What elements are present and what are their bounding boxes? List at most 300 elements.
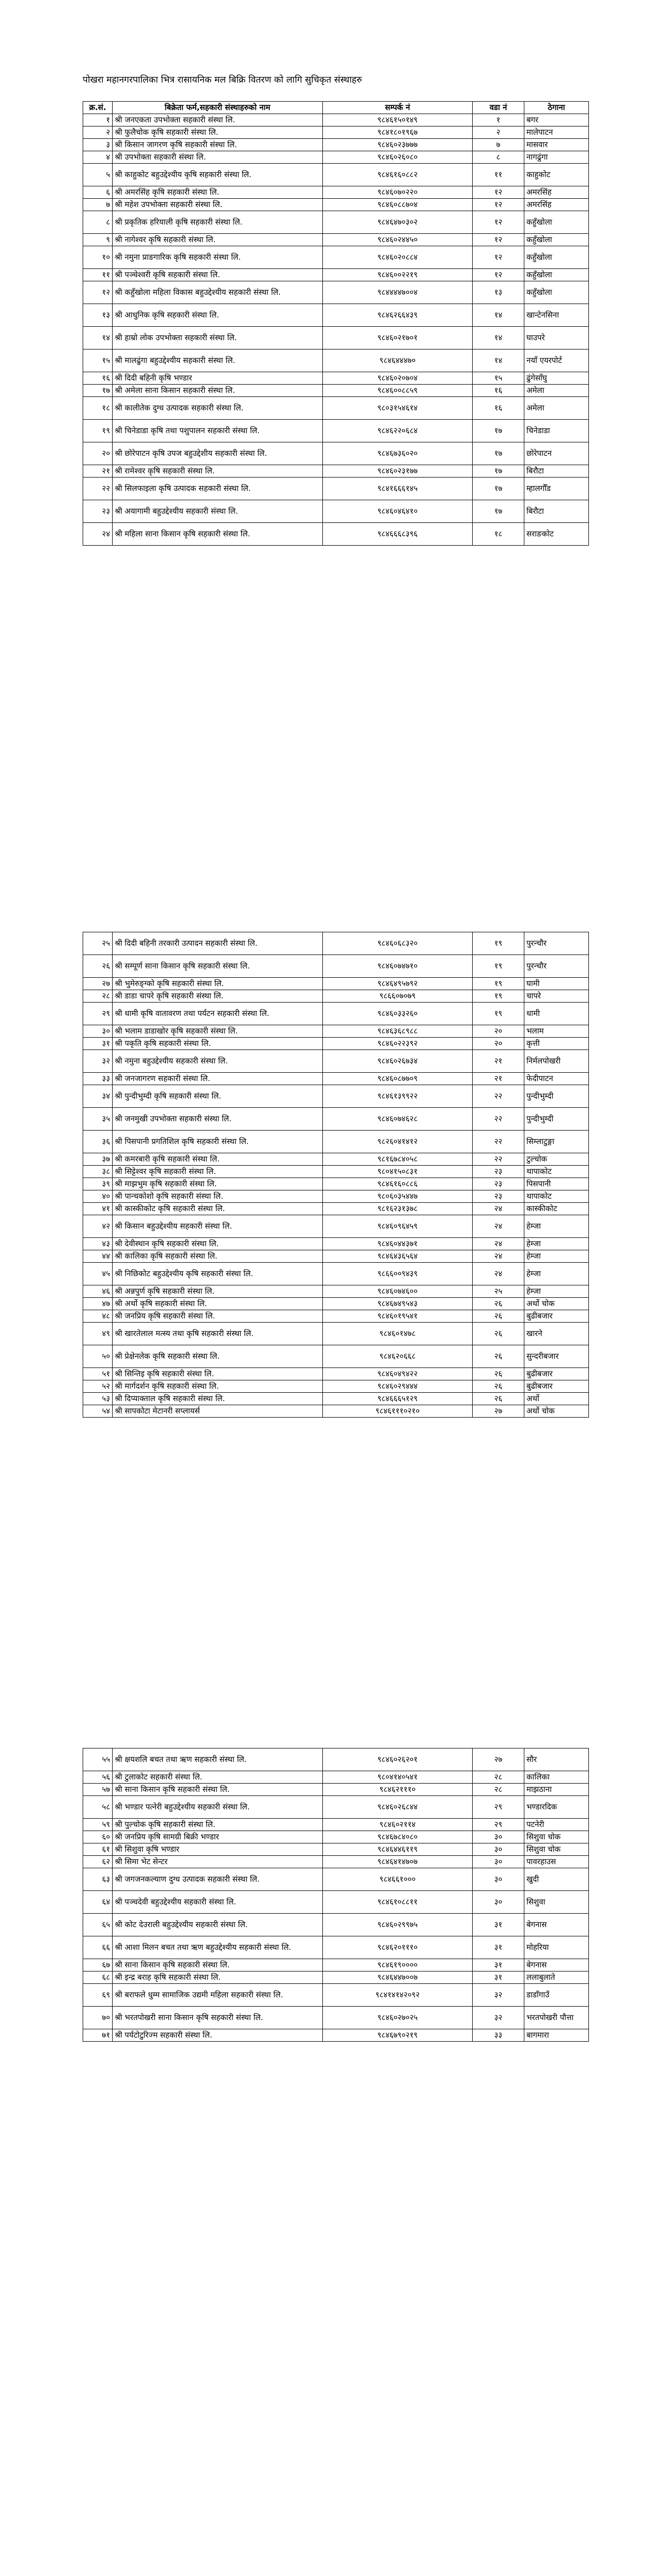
serial-cell: २४ xyxy=(83,523,113,546)
name-cell: श्री नमुना बहुउद्देश्यीय सहकारी संस्था लि. xyxy=(113,1050,323,1073)
name-cell: श्री फुलैचोक कृषि सहकारी संस्था लि. xyxy=(113,126,323,139)
name-cell: श्री भण्डार पत्नेरी बहुउद्देश्यीय सहकारी संस्था लि. xyxy=(113,1796,323,1819)
name-cell: श्री खारतेलाल मत्स्य तथा कृषि सहकारी संस्था लि. xyxy=(113,1323,323,1345)
name-cell: श्री कोट देउराली बहुउद्देश्यीय सहकारी संस्था लि. xyxy=(113,1914,323,1936)
name-cell: श्री सम्पूर्ण साना किसान कृषि सहकारी संस्था लि. xyxy=(113,955,323,978)
address-cell: डाडाँगाउँ xyxy=(524,1984,589,2007)
name-cell: श्री आधुनिक कृषि सहकारी संस्था लि. xyxy=(113,304,323,327)
contact-cell: ९८४६१५०१४९ xyxy=(323,114,473,126)
name-cell: श्री जनप्रिय कृषि सामग्री बिक्री भण्डार xyxy=(113,1831,323,1843)
table-row xyxy=(83,211,589,234)
table-section-3 xyxy=(83,1748,589,2042)
address-cell: सिम्लाटुङ्गा xyxy=(524,1131,589,1153)
table-row xyxy=(83,1856,589,1868)
address-cell: बुढीबजार xyxy=(524,1368,589,1380)
serial-cell: ६२ xyxy=(83,1856,113,1868)
contact-cell: ९८०४१५०८३१ xyxy=(323,1166,473,1178)
address-cell: बेगनास xyxy=(524,1914,589,1936)
serial-cell: ४९ xyxy=(83,1323,113,1345)
table-row xyxy=(83,1914,589,1936)
table-row xyxy=(83,1393,589,1405)
serial-cell: ५७ xyxy=(83,1784,113,1796)
ward-cell: १९ xyxy=(473,990,524,1003)
contact-cell: ९८४६७४९५४३ xyxy=(323,1298,473,1310)
table-row xyxy=(83,1984,589,2007)
table-row xyxy=(83,269,589,281)
serial-cell: ४२ xyxy=(83,1215,113,1238)
ward-cell: १८ xyxy=(473,523,524,546)
name-cell: श्री निछिकोट बहुउद्देश्यीय कृषि सहकारी संस्था लि. xyxy=(113,1263,323,1285)
ward-cell: २० xyxy=(473,1038,524,1050)
name-cell: श्री अमेला साना किसान सहकारी संस्था लि. xyxy=(113,385,323,397)
serial-cell: ५ xyxy=(83,164,113,186)
address-cell: छोरेपाटन xyxy=(524,442,589,465)
serial-cell: ३७ xyxy=(83,1153,113,1166)
contact-cell: ९८४६१०८८११ xyxy=(323,1891,473,1914)
address-cell: कहुँखोला xyxy=(524,211,589,234)
serial-cell: ३ xyxy=(83,139,113,151)
ward-cell: १९ xyxy=(473,978,524,990)
ward-cell: १९ xyxy=(473,1003,524,1025)
name-cell: श्री पञ्चदेवी बहुउद्देश्यीय सहकारी संस्था लि. xyxy=(113,1891,323,1914)
table-row xyxy=(83,1190,589,1203)
ward-cell: १२ xyxy=(473,234,524,246)
address-cell: म्हालगौँड xyxy=(524,478,589,500)
ward-cell: ३१ xyxy=(473,1959,524,1971)
name-cell: श्री चिनेडाडा कृषि तथा पशुपालन सहकारी संस्था लि. xyxy=(113,420,323,442)
serial-cell: ६६ xyxy=(83,1936,113,1959)
name-cell: श्री मार्गदर्शन कृषि सहकारी संस्था लि. xyxy=(113,1380,323,1393)
address-cell: अमेला xyxy=(524,397,589,420)
contact-cell: ९८४६०४९४२२ xyxy=(323,1368,473,1380)
table-row xyxy=(83,139,589,151)
serial-cell: ३२ xyxy=(83,1050,113,1073)
table-row xyxy=(83,397,589,420)
address-cell: बगर xyxy=(524,114,589,126)
contact-cell: ९८४६३६८९८८ xyxy=(323,1025,473,1038)
contact-cell: ९८४६०२४४५० xyxy=(323,234,473,246)
table-row xyxy=(83,1380,589,1393)
name-cell: श्री साना किसान कृषि सहकारी संस्था लि. xyxy=(113,1784,323,1796)
table-row xyxy=(83,978,589,990)
serial-cell: २२ xyxy=(83,478,113,500)
serial-cell: ४८ xyxy=(83,1310,113,1323)
ward-cell: ३१ xyxy=(473,1936,524,1959)
ward-cell: २६ xyxy=(473,1310,524,1323)
contact-cell: ९८४६४९५७९२ xyxy=(323,978,473,990)
name-cell: श्री भुमेरुङ्ग्को कृषि सहकारी संस्था लि. xyxy=(113,978,323,990)
name-cell: श्री कालिका कृषि सहकारी संस्था लि. xyxy=(113,1250,323,1263)
name-cell: श्री टुलाकोट सहकारी संस्था लि. xyxy=(113,1771,323,1784)
table-row xyxy=(83,1166,589,1178)
serial-cell: ३० xyxy=(83,1025,113,1038)
address-cell: नागढुंगा xyxy=(524,151,589,164)
table-row xyxy=(83,2007,589,2029)
name-cell: श्री हाम्रो लोक उपभोक्ता सहकारी संस्था लि. xyxy=(113,327,323,349)
contact-cell: ९८४६०७४७१० xyxy=(323,955,473,978)
contact-cell: ९८४६२६६४३९ xyxy=(323,304,473,327)
ward-cell: २६ xyxy=(473,1323,524,1345)
table-row xyxy=(83,1050,589,1073)
table-row xyxy=(83,234,589,246)
ward-cell: ३२ xyxy=(473,2007,524,2029)
ward-cell: २६ xyxy=(473,1380,524,1393)
serial-cell: ३६ xyxy=(83,1131,113,1153)
address-cell: खुदी xyxy=(524,1868,589,1891)
ward-cell: २१ xyxy=(473,1073,524,1085)
serial-cell: ६५ xyxy=(83,1914,113,1936)
serial-cell: ५१ xyxy=(83,1368,113,1380)
address-cell: पुरन्चौर xyxy=(524,955,589,978)
address-cell: अर्थो xyxy=(524,1393,589,1405)
ward-cell: ३० xyxy=(473,1831,524,1843)
contact-cell: ९८४६४४६११९ xyxy=(323,1843,473,1856)
ward-cell: २४ xyxy=(473,1263,524,1285)
ward-cell: ३० xyxy=(473,1856,524,1868)
table-row xyxy=(83,1959,589,1971)
contact-cell: ९८०३१५४६१४ xyxy=(323,397,473,420)
table-row xyxy=(83,1831,589,1843)
address-cell: धामी xyxy=(524,1003,589,1025)
serial-cell: ४६ xyxy=(83,1285,113,1298)
header-contact: सम्पर्क नं xyxy=(323,102,473,114)
serial-cell: १० xyxy=(83,246,113,269)
address-cell: अमरसिंह xyxy=(524,186,589,199)
ward-cell: २९ xyxy=(473,1796,524,1819)
ward-cell: २६ xyxy=(473,1298,524,1310)
contact-cell: ९८४६०२७०२५ xyxy=(323,2007,473,2029)
contact-cell: ९८६६०७०७९ xyxy=(323,990,473,1003)
address-cell: अर्थो चोक xyxy=(524,1405,589,1418)
serial-cell: ७० xyxy=(83,2007,113,2029)
table-row xyxy=(83,1368,589,1380)
contact-cell: ९८४६०२६२०१ xyxy=(323,1748,473,1771)
contact-cell: ९८४६०२१७०१ xyxy=(323,327,473,349)
contact-cell: ९८४१४१४२०९२ xyxy=(323,1984,473,2007)
ward-cell: २२ xyxy=(473,1108,524,1131)
name-cell: श्री किसान जागरण कृषि सहकारी संस्था लि. xyxy=(113,139,323,151)
table-row xyxy=(83,523,589,546)
contact-cell: ९८४६१६०८८२ xyxy=(323,164,473,186)
name-cell: श्री क्षयशलि बचत तथा ऋण सहकारी संस्था लि. xyxy=(113,1748,323,1771)
address-cell: हेम्जा xyxy=(524,1215,589,1238)
name-cell: श्री नमुना प्राङगारिक कृषि सहकारी संस्था लि. xyxy=(113,246,323,269)
ward-cell: २४ xyxy=(473,1250,524,1263)
table-row xyxy=(83,442,589,465)
serial-cell: ३३ xyxy=(83,1073,113,1085)
table-row xyxy=(83,1405,589,1418)
ward-cell: १७ xyxy=(473,442,524,465)
table-row xyxy=(83,955,589,978)
name-cell: श्री माझभुम कृषि सहकारी संस्था लि. xyxy=(113,1178,323,1190)
address-cell: कृत्ती xyxy=(524,1038,589,1050)
name-cell: श्री छोरेपाटन कृषि उपज बहुउद्देशीय सहकारी संस्था लि. xyxy=(113,442,323,465)
name-cell: श्री धामी कृषि वातावरण तथा पर्यटन सहकारी संस्था लि. xyxy=(113,1003,323,1025)
ward-cell: १४ xyxy=(473,304,524,327)
address-cell: पुन्दीभुम्दी xyxy=(524,1085,589,1108)
ward-cell: ८ xyxy=(473,151,524,164)
name-cell: श्री कालीतेक दुग्ध उत्पादक सहकारी संस्था लि. xyxy=(113,397,323,420)
serial-cell: १२ xyxy=(83,281,113,304)
name-cell: श्री जनमुखी उपभोक्ता सहकारी संस्था लि. xyxy=(113,1108,323,1131)
address-cell: पटनेरी xyxy=(524,1819,589,1831)
name-cell: श्री भलाम डाडाखोर कृषि सहकारी संस्था लि. xyxy=(113,1025,323,1038)
contact-cell: ९८४४४४७००४ xyxy=(323,281,473,304)
name-cell: श्री कास्कीकोट कृषि सहकारी संस्था लि. xyxy=(113,1203,323,1215)
ward-cell: ७ xyxy=(473,139,524,151)
contact-cell: ९८४६०२११४ xyxy=(323,1819,473,1831)
serial-cell: २७ xyxy=(83,978,113,990)
name-cell: श्री पान्चकोशो कृषि सहकारी संस्था लि. xyxy=(113,1190,323,1203)
name-cell: श्री अयागामी बहुउद्देश्यीय सहकारी संस्था लि. xyxy=(113,500,323,523)
page-title: पोखरा महानगरपालिका भित्र रासायनिक मल बिक्रि वितरण को लागि सुचिकृत संस्थाहरु xyxy=(83,75,362,85)
serial-cell: ५३ xyxy=(83,1393,113,1405)
serial-cell: १४ xyxy=(83,327,113,349)
name-cell: श्री इन्द्र बराह कृषि सहकारी संस्था लि. xyxy=(113,1971,323,1984)
table-row xyxy=(83,1003,589,1025)
address-cell: टुल्चोक xyxy=(524,1153,589,1166)
table-row xyxy=(83,1250,589,1263)
header-serial: क्र.सं. xyxy=(83,102,113,114)
address-cell: मोहरिया xyxy=(524,1936,589,1959)
contact-cell: ९८४६००८८५९ xyxy=(323,385,473,397)
table-row xyxy=(83,420,589,442)
contact-cell: ९८४६४१४७०७ xyxy=(323,1856,473,1868)
ward-cell: १२ xyxy=(473,269,524,281)
address-cell: बुढीबजार xyxy=(524,1380,589,1393)
contact-cell: ९८४६०१४७८ xyxy=(323,1323,473,1345)
contact-cell: ९८४६०२३७७७ xyxy=(323,139,473,151)
serial-cell: ४ xyxy=(83,151,113,164)
contact-cell: ९८४६४३६५६४ xyxy=(323,1250,473,1263)
address-cell: पावरहाउस xyxy=(524,1856,589,1868)
ward-cell: २२ xyxy=(473,1153,524,1166)
ward-cell: ३० xyxy=(473,1891,524,1914)
serial-cell: १९ xyxy=(83,420,113,442)
serial-cell: ५९ xyxy=(83,1819,113,1831)
table-row xyxy=(83,1025,589,1038)
table-row xyxy=(83,1298,589,1310)
ward-cell: १४ xyxy=(473,327,524,349)
table-section-1 xyxy=(83,101,589,546)
ward-cell: ३१ xyxy=(473,1914,524,1936)
ward-cell: १७ xyxy=(473,420,524,442)
ward-cell: २४ xyxy=(473,1238,524,1250)
table-row xyxy=(83,1819,589,1831)
name-cell: श्री कमरबारी कृषि सहकारी संस्था लि. xyxy=(113,1153,323,1166)
table-row xyxy=(83,1203,589,1215)
name-cell: श्री प्रेक्षेनलेक कृषि सहकारी संस्था लि. xyxy=(113,1345,323,1368)
contact-cell: ९८४६१९०००० xyxy=(323,1959,473,1971)
table-row xyxy=(83,114,589,126)
address-cell: हेम्जा xyxy=(524,1250,589,1263)
name-cell: श्री काहुकोट बहुउद्देश्यीय कृषि सहकारी संस्था लि. xyxy=(113,164,323,186)
ward-cell: १२ xyxy=(473,186,524,199)
table-row xyxy=(83,478,589,500)
name-cell: श्री पुन्दीभुम्दी कृषि सहकारी संस्था लि. xyxy=(113,1085,323,1108)
contact-cell: ९८४६४४४७० xyxy=(323,349,473,372)
address-cell: निर्मलपोखरी xyxy=(524,1050,589,1073)
serial-cell: ५६ xyxy=(83,1771,113,1784)
ward-cell: १३ xyxy=(473,281,524,304)
name-cell: श्री डाडा चापरे कृषि सहकारी संस्था लि. xyxy=(113,990,323,1003)
address-cell: घाउपरे xyxy=(524,327,589,349)
table-row xyxy=(83,1263,589,1285)
address-cell: पुन्दीभुम्दी xyxy=(524,1108,589,1131)
address-cell: काहुकोट xyxy=(524,164,589,186)
table-row xyxy=(83,349,589,372)
address-cell: सिशुवा चोक xyxy=(524,1843,589,1856)
ward-cell: ११ xyxy=(473,164,524,186)
serial-cell: १६ xyxy=(83,372,113,385)
serial-cell: १७ xyxy=(83,385,113,397)
name-cell: श्री बराफले धुम्म सामाजिक उद्यमी महिला सहकारी संस्था लि. xyxy=(113,1984,323,2007)
serial-cell: २३ xyxy=(83,500,113,523)
address-cell: फेदीपाटन xyxy=(524,1073,589,1085)
name-cell: श्री महिला साना किसान कृषि सहकारी संस्था लि. xyxy=(113,523,323,546)
serial-cell: ३८ xyxy=(83,1166,113,1178)
name-cell: श्री प्रकृतिक हरियाली कृषि सहकारी संस्था लि. xyxy=(113,211,323,234)
table-row xyxy=(83,465,589,478)
address-cell: माझठाना xyxy=(524,1784,589,1796)
contact-cell: ९८४६०२९४४४ xyxy=(323,1380,473,1393)
table-header-row xyxy=(83,102,589,114)
table-row xyxy=(83,372,589,385)
address-cell: भरतपोखरी पौत्ता xyxy=(524,2007,589,2029)
name-cell: श्री सिलफाइला कृषि उत्पादक सहकारी संस्था लि. xyxy=(113,478,323,500)
address-cell: कास्कीकोट xyxy=(524,1203,589,1215)
contact-cell: ९८४६२१११० xyxy=(323,1784,473,1796)
table-row xyxy=(83,1178,589,1190)
ward-cell: २४ xyxy=(473,1203,524,1215)
name-cell: श्री जनप्रिय कृषि सहकारी संस्था लि. xyxy=(113,1310,323,1323)
address-cell: खारने xyxy=(524,1323,589,1345)
table-row xyxy=(83,1108,589,1131)
serial-cell: ४३ xyxy=(83,1238,113,1250)
contact-cell: ९८४६६१००० xyxy=(323,1868,473,1891)
contact-cell: ९८४६०९६४५९ xyxy=(323,1215,473,1238)
name-cell: श्री दिप्याक्ताल कृषि सहकारी संस्था लि. xyxy=(113,1393,323,1405)
contact-cell: ९८४६१६०८८६ xyxy=(323,1178,473,1190)
serial-cell: २० xyxy=(83,442,113,465)
name-cell: श्री सापकोटा मेटानरी सप्लायर्स xyxy=(113,1405,323,1418)
contact-cell: ९८४६७९०२१९ xyxy=(323,2029,473,2042)
address-cell: ढुंगेसाँघु xyxy=(524,372,589,385)
table-row xyxy=(83,1843,589,1856)
ward-cell: १६ xyxy=(473,385,524,397)
contact-cell: ९८४६७३६०२० xyxy=(323,442,473,465)
header-name: बिक्रेता फर्म,सहकारी संस्थाहरुको नाम xyxy=(113,102,323,114)
name-cell: श्री आशा मिलन बचत तथा ऋण बहुउद्देश्यीय सहकारी संस्था लि. xyxy=(113,1936,323,1959)
address-cell: सिशुवा xyxy=(524,1891,589,1914)
name-cell: श्री रामेश्वर कृषि सहकारी संस्था लि. xyxy=(113,465,323,478)
address-cell: मासवार xyxy=(524,139,589,151)
contact-cell: ९८४६०७०२२० xyxy=(323,186,473,199)
table-row xyxy=(83,1868,589,1891)
serial-cell: ६८ xyxy=(83,1971,113,1984)
contact-cell: ९८४६६६५१२९ xyxy=(323,1393,473,1405)
name-cell: श्री सिशुवा कृषि भण्डार xyxy=(113,1843,323,1856)
contact-cell: ९८४६०८८७०४ xyxy=(323,199,473,211)
contact-cell: ९८४६७८४०८० xyxy=(323,1831,473,1843)
name-cell: श्री सिन्तिइ कृषि सहकारी संस्था लि. xyxy=(113,1368,323,1380)
ward-cell: ३२ xyxy=(473,1984,524,2007)
serial-cell: २९ xyxy=(83,1003,113,1025)
name-cell: श्री दिदी बहिनी कृषि भण्डार xyxy=(113,372,323,385)
serial-cell: ६० xyxy=(83,1831,113,1843)
ward-cell: १७ xyxy=(473,500,524,523)
serial-cell: ६३ xyxy=(83,1868,113,1891)
address-cell: कहुँखोला xyxy=(524,246,589,269)
name-cell: श्री भरतपोखरी साना किसान कृषि सहकारी संस्था लि. xyxy=(113,2007,323,2029)
serial-cell: ४० xyxy=(83,1190,113,1203)
serial-cell: ४७ xyxy=(83,1298,113,1310)
ward-cell: २६ xyxy=(473,1393,524,1405)
table-row xyxy=(83,1971,589,1984)
name-cell: श्री अन्नपुर्ण कृषि सहकारी संस्था लि. xyxy=(113,1285,323,1298)
ward-cell: २४ xyxy=(473,1215,524,1238)
ward-cell: २३ xyxy=(473,1178,524,1190)
address-cell: मालेपाटन xyxy=(524,126,589,139)
contact-cell: ९८४६१३९९२२ xyxy=(323,1085,473,1108)
ward-cell: १७ xyxy=(473,465,524,478)
serial-cell: १५ xyxy=(83,349,113,372)
name-cell: श्री अमरसिंह कृषि सहकारी संस्था लि. xyxy=(113,186,323,199)
table-row xyxy=(83,1131,589,1153)
ward-cell: २९ xyxy=(473,1819,524,1831)
contact-cell: ९८१६७८४०५८ xyxy=(323,1153,473,1166)
address-cell: कहुँखोला xyxy=(524,281,589,304)
serial-cell: १८ xyxy=(83,397,113,420)
serial-cell: ५८ xyxy=(83,1796,113,1819)
table-row xyxy=(83,1153,589,1166)
name-cell: श्री पकृति कृषि सहकारी संस्था लि. xyxy=(113,1038,323,1050)
contact-cell: ९८४६१११०२१० xyxy=(323,1405,473,1418)
table-row xyxy=(83,500,589,523)
contact-cell: ९८४६२०६६८ xyxy=(323,1345,473,1368)
name-cell: श्री कहुँखोला महिला विकास बहुउद्देश्यीय सहकारी संस्था लि. xyxy=(113,281,323,304)
serial-cell: ८ xyxy=(83,211,113,234)
name-cell: श्री उपभोक्ता सहकारी संस्था लि. xyxy=(113,151,323,164)
name-cell: श्री किसान बहुउद्देश्यीय सहकारी संस्था लि. xyxy=(113,1215,323,1238)
table-row xyxy=(83,1936,589,1959)
table-row xyxy=(83,1285,589,1298)
ward-cell: १९ xyxy=(473,955,524,978)
table-row xyxy=(83,1796,589,1819)
ward-cell: २५ xyxy=(473,1285,524,1298)
ward-cell: २८ xyxy=(473,1784,524,1796)
ward-cell: २ xyxy=(473,126,524,139)
table-row xyxy=(83,385,589,397)
contact-cell: ९८४६२०१११० xyxy=(323,1936,473,1959)
contact-cell: ९८४६०७४६०० xyxy=(323,1285,473,1298)
name-cell: श्री दिदी बहिनी तरकारी उत्पादन सहकारी संस्था लि. xyxy=(113,932,323,955)
table-row xyxy=(83,327,589,349)
contact-cell: ९८४६४४७००७ xyxy=(323,1971,473,1984)
address-cell: सराङकोट xyxy=(524,523,589,546)
contact-cell: ९८४६०४६४१० xyxy=(323,500,473,523)
serial-cell: ६४ xyxy=(83,1891,113,1914)
address-cell: बागमारा xyxy=(524,2029,589,2042)
ward-cell: २३ xyxy=(473,1166,524,1178)
contact-cell: ९८४६०८७७०९ xyxy=(323,1073,473,1085)
ward-cell: २१ xyxy=(473,1050,524,1073)
address-cell: कालिका xyxy=(524,1771,589,1784)
serial-cell: २६ xyxy=(83,955,113,978)
serial-cell: २ xyxy=(83,126,113,139)
name-cell: श्री पुल्चोक कृषि सहकारी संस्था लि. xyxy=(113,1819,323,1831)
address-cell: कहुँखोला xyxy=(524,269,589,281)
